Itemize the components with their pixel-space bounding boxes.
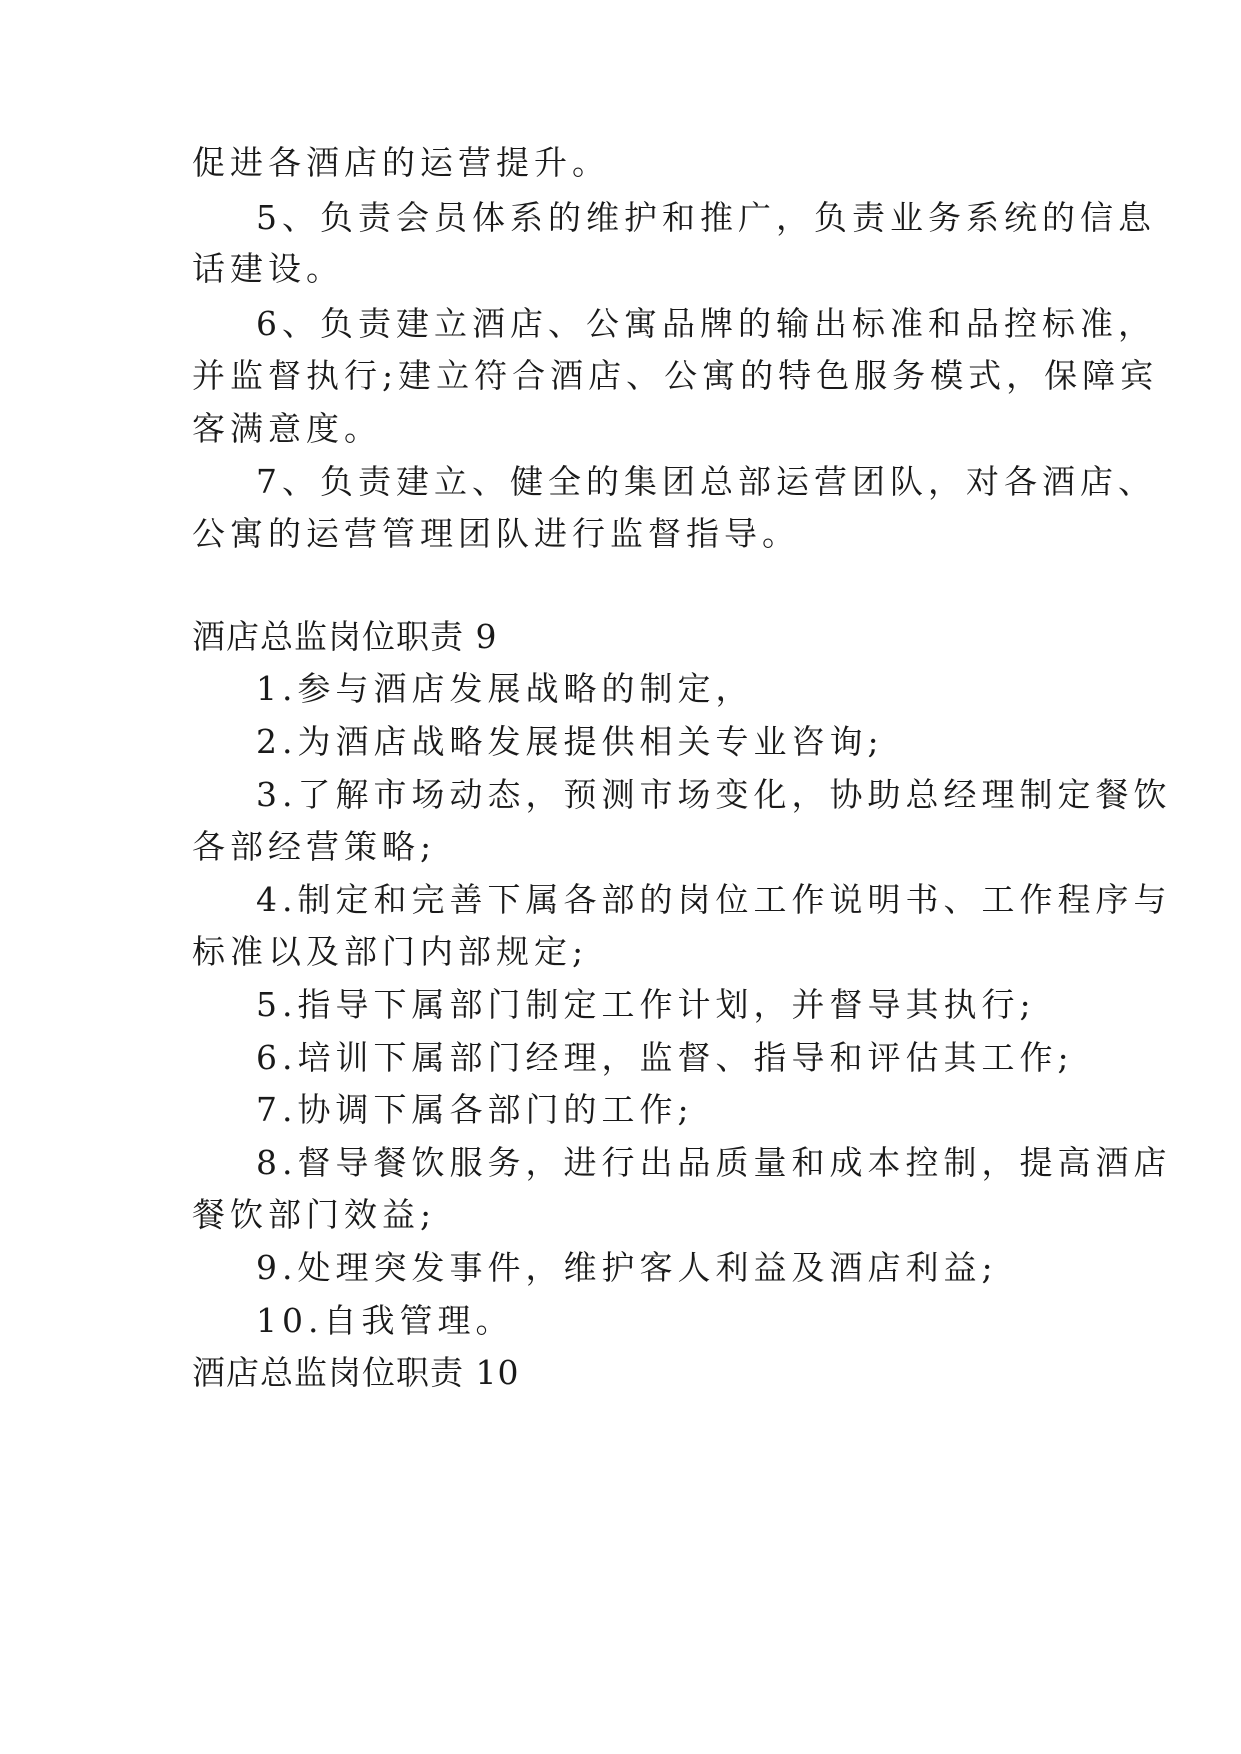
list-item-7: 7、负责建立、健全的集团总部运营团队，对各酒店、 [256,462,1156,501]
paragraph-line: 标准以及部门内部规定; [192,932,589,971]
list-item-6: 6、负责建立酒店、公寓品牌的输出标准和品控标准， [256,304,1156,343]
document-page [192,0,1172,1754]
section-heading-9: 酒店总监岗位职责 9 [192,617,498,656]
list-item: 5.指导下属部门制定工作计划，并督导其执行; [256,985,1036,1024]
list-item: 8.督导餐饮服务，进行出品质量和成本控制，提高酒店 [256,1143,1172,1182]
paragraph-line: 客满意度。 [192,409,382,448]
list-item: 6.培训下属部门经理，监督、指导和评估其工作; [256,1038,1074,1077]
list-item: 1.参与酒店发展战略的制定， [256,669,754,708]
paragraph-line: 公寓的运营管理团队进行监督指导。 [192,514,800,553]
list-item: 9.处理突发事件，维护客人利益及酒店利益; [256,1248,998,1287]
list-item: 7.协调下属各部门的工作; [256,1090,694,1129]
paragraph-line: 各部经营策略; [192,827,437,866]
paragraph-line: 餐饮部门效益; [192,1195,437,1234]
list-item: 3.了解市场动态，预测市场变化，协助总经理制定餐饮 [256,775,1172,814]
list-item: 4.制定和完善下属各部的岗位工作说明书、工作程序与 [256,880,1172,919]
list-item-5: 5、负责会员体系的维护和推广，负责业务系统的信息 [256,198,1156,237]
list-item: 10.自我管理。 [256,1301,514,1340]
paragraph-line: 促进各酒店的运营提升。 [192,143,610,182]
paragraph-line: 话建设。 [192,249,344,288]
section-heading-10: 酒店总监岗位职责 10 [192,1353,520,1392]
list-item: 2.为酒店战略发展提供相关专业咨询; [256,722,884,761]
paragraph-line: 并监督执行;建立符合酒店、公寓的特色服务模式，保障宾 [192,356,1159,395]
